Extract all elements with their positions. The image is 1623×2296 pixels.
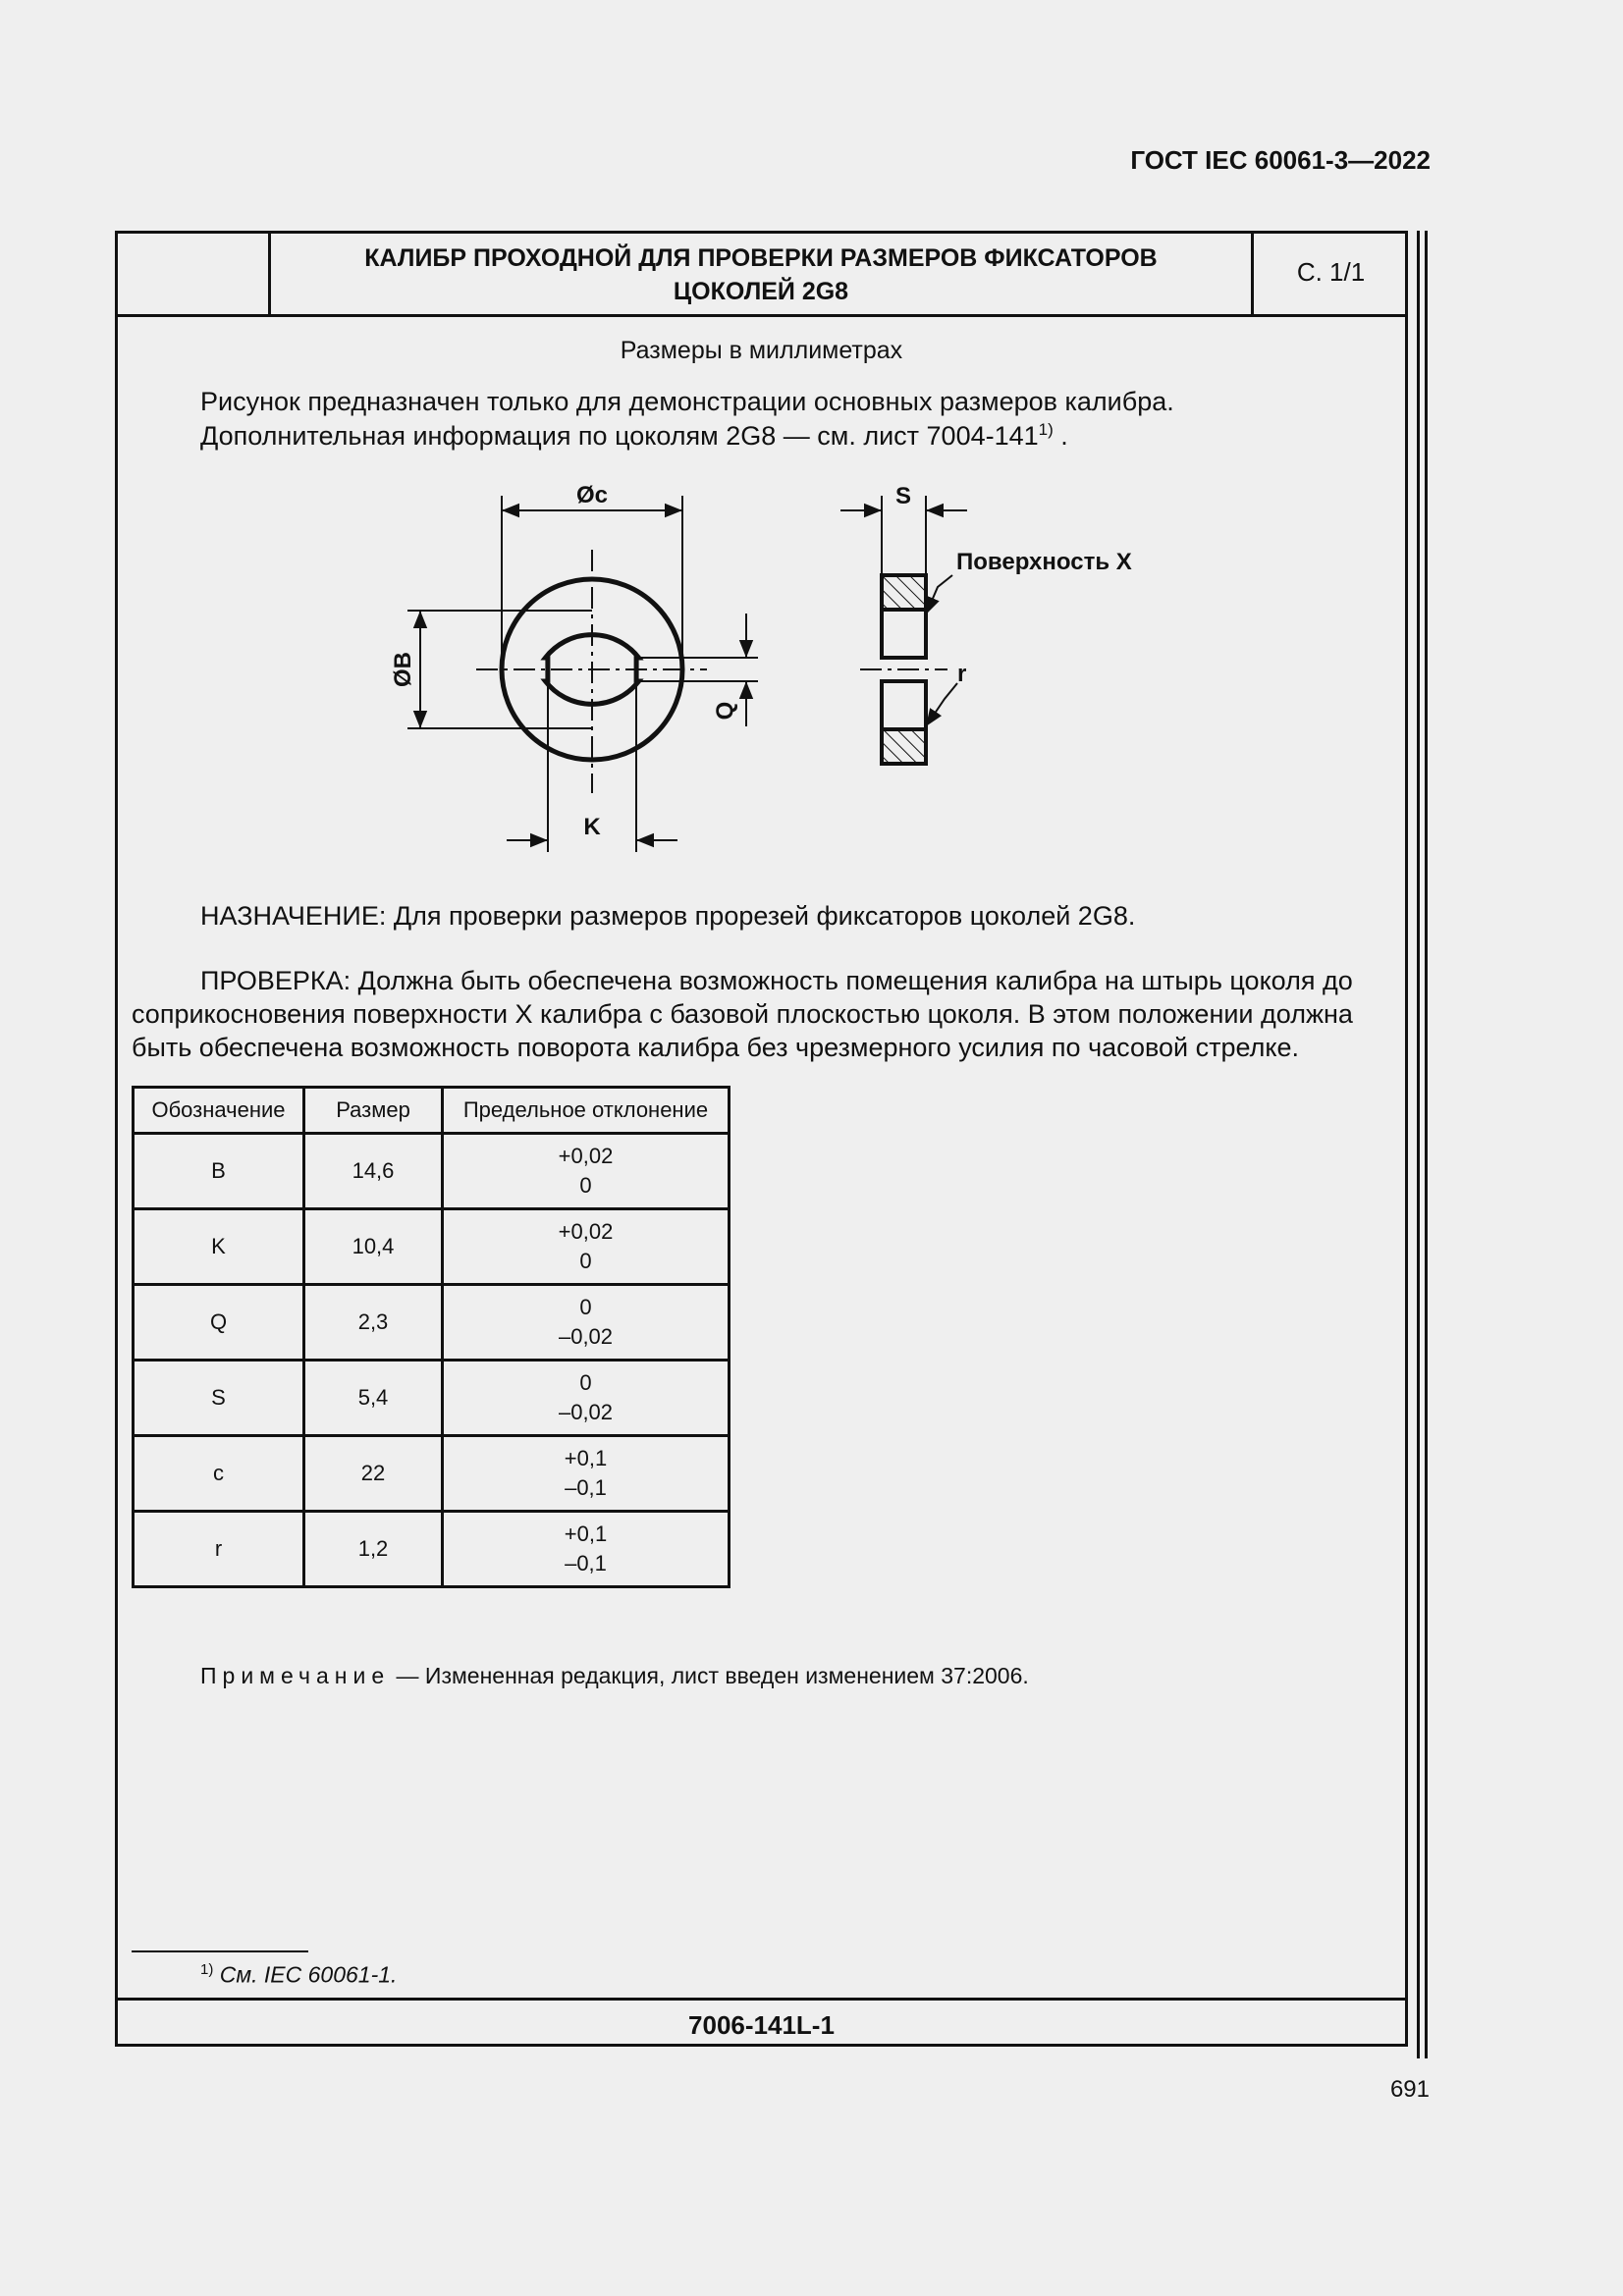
sheet-number: С. 1/1 bbox=[1296, 257, 1366, 287]
side-section-bottom bbox=[882, 729, 926, 764]
sheet-code: 7006-141L-1 bbox=[688, 2010, 835, 2040]
cell-tolerance bbox=[443, 1209, 730, 1285]
sheet-title-line-1: КАЛИБР ПРОХОДНОЙ ДЛЯ ПРОВЕРКИ РАЗМЕРОВ ФИКСАТОРОВ bbox=[364, 244, 1158, 272]
footnote-mark: 1) bbox=[200, 1961, 214, 1978]
tolerance-upper: +0,1 bbox=[564, 1522, 608, 1546]
center-lines bbox=[476, 550, 707, 793]
cell-symbol: S bbox=[134, 1361, 304, 1436]
cell-tolerance bbox=[443, 1361, 730, 1436]
intro-line-2 bbox=[200, 420, 1068, 452]
header-symbol: Обозначение bbox=[134, 1088, 304, 1134]
purpose-text: НАЗНАЧЕНИЕ: Для проверки размеров прорезей фиксаторов цоколей 2G8. bbox=[200, 901, 1136, 931]
front-view bbox=[407, 496, 758, 852]
tolerance-lower: –0,02 bbox=[558, 1324, 614, 1349]
tolerance-upper: 0 bbox=[579, 1295, 592, 1319]
side-body-bottom bbox=[882, 681, 926, 729]
label-c: Øc bbox=[575, 482, 609, 508]
tolerance-upper: +0,02 bbox=[558, 1219, 614, 1244]
leader-r bbox=[926, 683, 957, 726]
cell-tolerance bbox=[443, 1285, 730, 1361]
cell-symbol: c bbox=[134, 1436, 304, 1512]
table-header-row bbox=[134, 1088, 730, 1134]
cell-symbol: K bbox=[134, 1209, 304, 1285]
table-row bbox=[134, 1134, 730, 1209]
table-row bbox=[134, 1209, 730, 1285]
tolerance-lower: 0 bbox=[579, 1173, 592, 1198]
cell-tolerance bbox=[443, 1436, 730, 1512]
page-number: 691 bbox=[1389, 2076, 1430, 2103]
tolerance-upper: +0,1 bbox=[564, 1446, 608, 1470]
label-q: Q bbox=[712, 701, 738, 721]
footer-separator bbox=[115, 1998, 1408, 2001]
side-view bbox=[840, 496, 967, 764]
header-tolerance: Предельное отклонение bbox=[443, 1088, 730, 1134]
label-r: r bbox=[957, 661, 967, 687]
cell-tolerance bbox=[443, 1134, 730, 1209]
label-k: K bbox=[583, 814, 601, 840]
cell-size: 5,4 bbox=[304, 1361, 443, 1436]
sheet-title bbox=[271, 241, 1251, 308]
check-text: ПРОВЕРКА: Должна быть обеспечена возможность помещения калибра на штырь цоколя до соприкосновения поверхности X калибра с базовой плоскостью цоколя. В этом положении должна быть обеспечена возможность поворота калибра без чрезмерного усилия по часовой стрелке. bbox=[132, 966, 1353, 1062]
note bbox=[200, 1663, 1029, 1689]
gauge-drawing bbox=[363, 471, 1168, 864]
table-row bbox=[134, 1436, 730, 1512]
cell-size: 22 bbox=[304, 1436, 443, 1512]
tolerance-lower: –0,02 bbox=[558, 1400, 614, 1424]
tolerance-lower: 0 bbox=[579, 1249, 592, 1273]
tolerance-lower: –0,1 bbox=[565, 1475, 607, 1500]
cell-tolerance bbox=[443, 1512, 730, 1587]
cell-symbol: B bbox=[134, 1134, 304, 1209]
document-code: ГОСТ IEC 60061-3—2022 bbox=[1130, 145, 1431, 175]
table-row bbox=[134, 1285, 730, 1361]
frame-double-line-1 bbox=[1417, 231, 1420, 2058]
cell-size: 1,2 bbox=[304, 1512, 443, 1587]
frame-double-line-2 bbox=[1425, 231, 1428, 2058]
table-row bbox=[134, 1361, 730, 1436]
sheet-title-line-2: ЦОКОЛЕЙ 2G8 bbox=[673, 278, 849, 305]
footnote-separator bbox=[132, 1950, 308, 1952]
cell-symbol: r bbox=[134, 1512, 304, 1587]
intro-line-1: Рисунок предназначен только для демонстрации основных размеров калибра. bbox=[200, 387, 1174, 416]
footnote-text: См. IEC 60061-1. bbox=[219, 1961, 398, 1988]
tolerance-upper: 0 bbox=[579, 1370, 592, 1395]
cell-size: 2,3 bbox=[304, 1285, 443, 1361]
side-body-top bbox=[882, 610, 926, 658]
cell-size: 10,4 bbox=[304, 1209, 443, 1285]
header-separator bbox=[115, 314, 1408, 317]
side-section-top bbox=[882, 575, 926, 610]
header-size: Размер bbox=[304, 1088, 443, 1134]
intro-line-2-end: . bbox=[1060, 421, 1068, 451]
label-s: S bbox=[894, 483, 912, 509]
label-surface-x: Поверхность X bbox=[956, 549, 1132, 575]
table-row bbox=[134, 1512, 730, 1587]
footnote bbox=[200, 1961, 397, 1989]
cell-symbol: Q bbox=[134, 1285, 304, 1361]
cell-size: 14,6 bbox=[304, 1134, 443, 1209]
dimensions-table bbox=[132, 1086, 730, 1588]
tolerance-lower: –0,1 bbox=[565, 1551, 607, 1575]
units-note: Размеры в миллиметрах bbox=[620, 337, 903, 364]
leader-surface-x bbox=[926, 575, 952, 614]
label-b: ØB bbox=[390, 652, 416, 687]
note-text: — Измененная редакция, лист введен изменением 37:2006. bbox=[396, 1663, 1029, 1688]
intro-line-2-text: Дополнительная информация по цоколям 2G8 — см. лист 7004-141 bbox=[200, 421, 1039, 451]
tolerance-upper: +0,02 bbox=[558, 1144, 614, 1168]
note-label: Примечание bbox=[200, 1663, 391, 1688]
footnote-ref: 1) bbox=[1038, 420, 1054, 439]
